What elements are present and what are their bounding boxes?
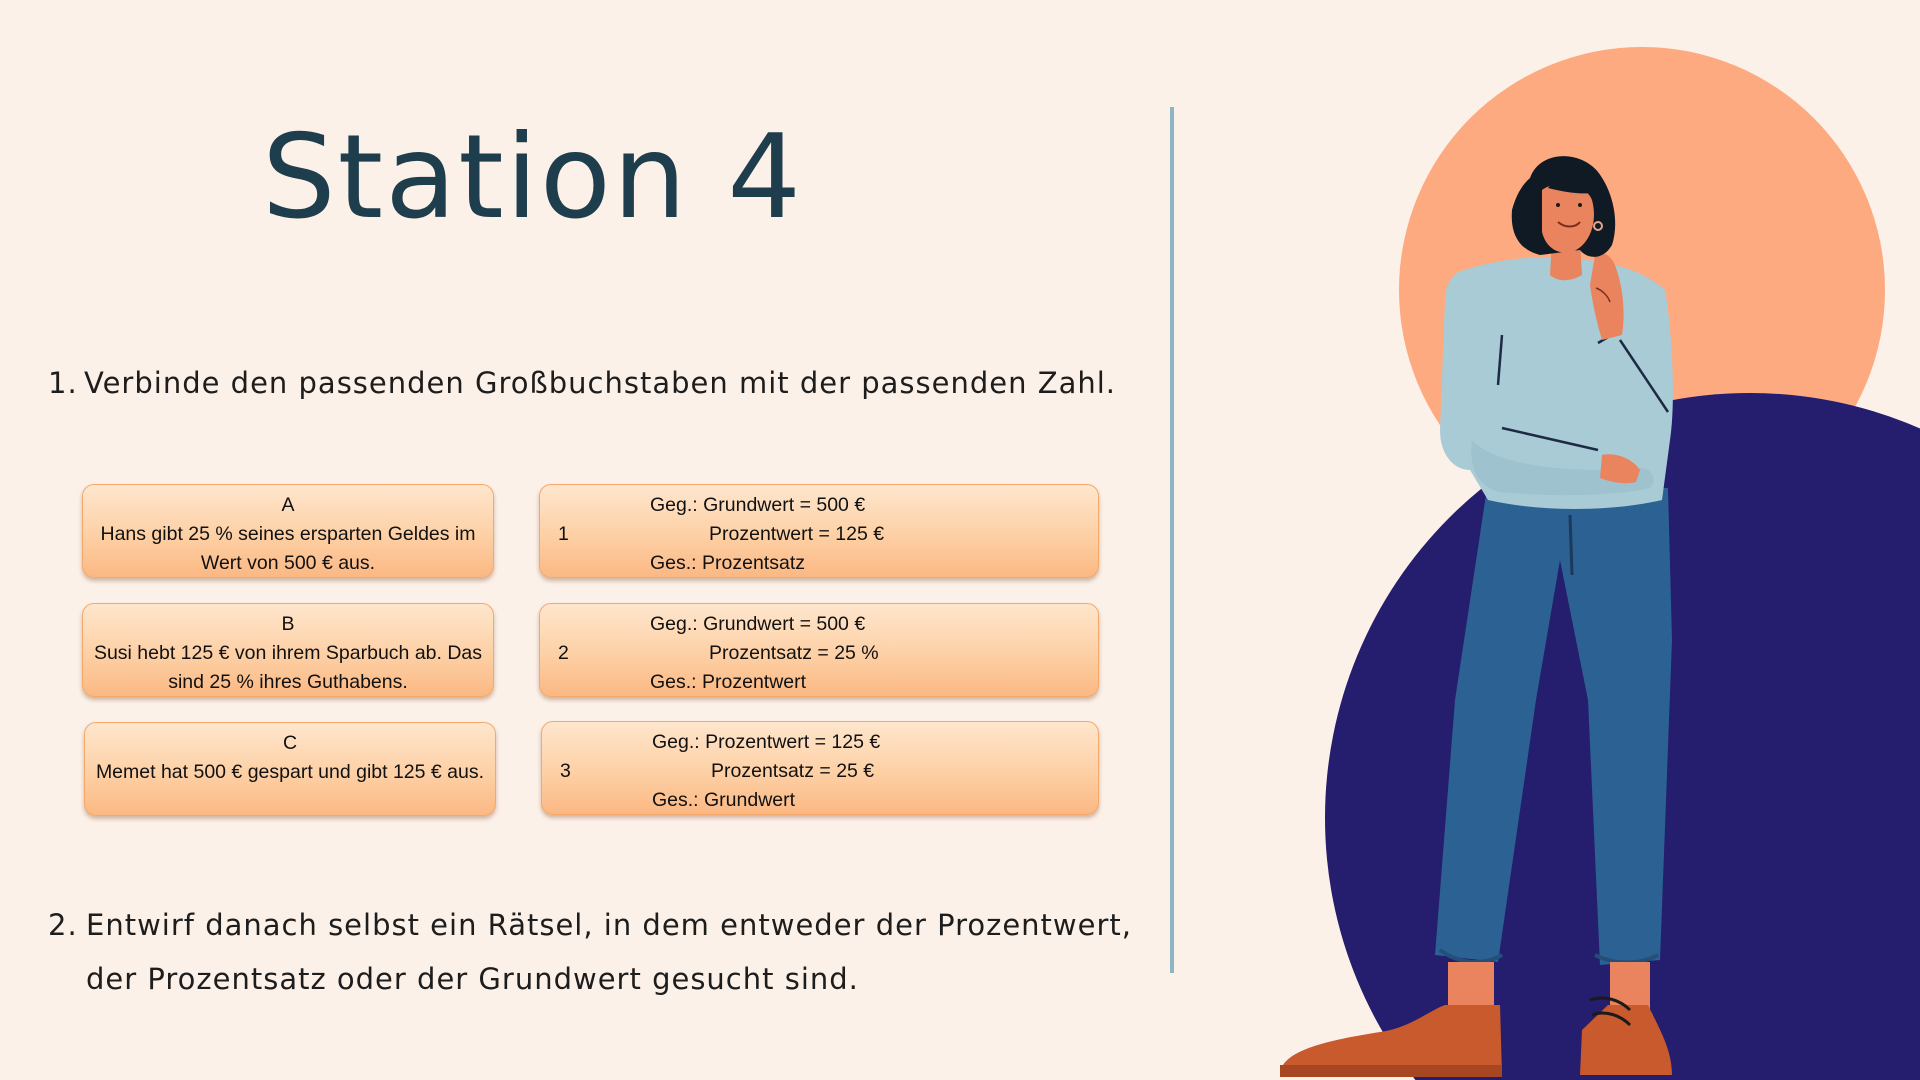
- card-1[interactable]: [539, 484, 1099, 578]
- card-text: Susi hebt 125 € von ihrem Sparbuch ab. Das sind 25 % ihres Guthabens.: [93, 642, 483, 693]
- task-1: [48, 366, 1116, 400]
- thinking-woman-illustration: [1240, 0, 1920, 1080]
- card-text: Hans gibt 25 % seines ersparten Geldes im Wert von 500 € aus.: [100, 523, 476, 574]
- card-given-line-2: Prozentwert = 125 €: [709, 523, 885, 545]
- card-a[interactable]: [82, 484, 494, 578]
- task-2: [48, 898, 1132, 1006]
- task-2-line-1: Entwirf danach selbst ein Rätsel, in dem entweder der Prozentwert,: [86, 908, 1132, 942]
- woman-figure: [1280, 156, 1673, 1077]
- card-given-line-2: Prozentsatz = 25 €: [711, 760, 875, 782]
- card-given-line: Geg.: Grundwert = 500 €: [650, 613, 866, 635]
- card-given-line: Geg.: Grundwert = 500 €: [650, 494, 866, 516]
- card-number: 3: [560, 760, 571, 782]
- vertical-divider: [1170, 107, 1174, 973]
- card-number: 1: [558, 523, 569, 545]
- card-sought-line: Ges.: Prozentwert: [650, 671, 807, 693]
- card-given-line-2: Prozentsatz = 25 %: [709, 642, 879, 664]
- card-text: Memet hat 500 € gespart und gibt 125 € aus.: [95, 761, 485, 783]
- card-letter: B: [281, 613, 295, 635]
- card-letter: C: [282, 732, 298, 754]
- card-sought-line: Ges.: Prozentsatz: [650, 552, 805, 574]
- card-b[interactable]: [82, 603, 494, 697]
- card-c[interactable]: [84, 722, 496, 816]
- card-given-line: Geg.: Prozentwert = 125 €: [652, 731, 881, 753]
- task-2-line-2: der Prozentsatz oder der Grundwert gesucht sind.: [86, 962, 859, 996]
- card-number: 2: [558, 642, 569, 664]
- page-title: Station 4: [262, 110, 804, 245]
- card-letter: A: [281, 494, 295, 516]
- task-1-number: 1.: [48, 366, 78, 400]
- task-2-number: 2.: [48, 908, 78, 942]
- card-sought-line: Ges.: Grundwert: [652, 789, 796, 811]
- card-3[interactable]: [541, 721, 1099, 815]
- card-2[interactable]: [539, 603, 1099, 697]
- task-1-text: Verbinde den passenden Großbuchstaben mit der passenden Zahl.: [84, 366, 1117, 400]
